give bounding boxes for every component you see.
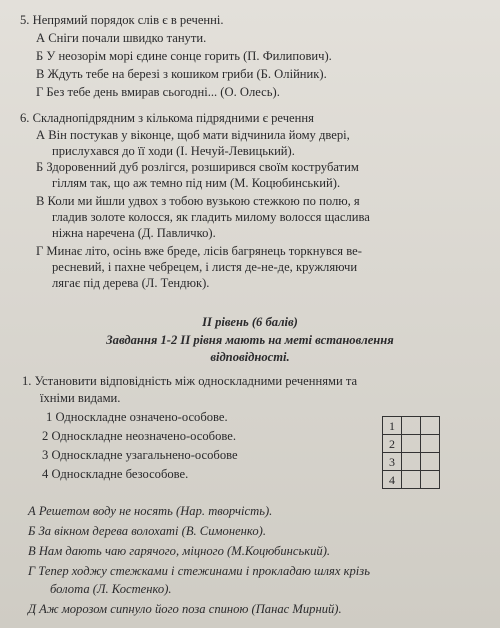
row-number: 4 (383, 471, 402, 489)
answer-grid-row (383, 453, 440, 471)
option-b: Б За вікном дерева волохаті (В. Симоненко). (28, 524, 266, 538)
option-g-line1: Г Тепер ходжу стежками і стежинами і прокладаю шлях крізь (28, 564, 370, 578)
option-g-line2: болота (Л. Костенко). (50, 582, 172, 596)
answer-cell[interactable] (402, 435, 421, 453)
answer-cell[interactable] (402, 471, 421, 489)
question-6-option-v-line1: В Коли ми йшли удвох з тобою вузькою стежкою по полю, я (36, 194, 360, 208)
question-1-intro-line1: 1. Установити відповідність між односкладними реченнями та (22, 374, 358, 388)
option-d: Д Аж морозом сипнуло його поза спиною (Панас Мирний). (28, 602, 342, 616)
sentence-type-1: 1 Односкладне означено-особове. (46, 410, 228, 424)
question-6-option-g-line1: Г Минає літо, осінь вже бреде, лісів багрянець торкнувся ве- (36, 244, 362, 258)
question-5-option-b: Б У неозорім морі єдине сонце горить (П. Филипович). (36, 49, 332, 63)
question-6-title: 6. Складнопідрядним з кількома підрядними є речення (20, 111, 314, 125)
answer-cell[interactable] (402, 417, 421, 435)
sentence-type-2: 2 Односкладне неозначено-особове. (42, 429, 236, 443)
sentence-type-3: 3 Односкладне узагальнено-особове (42, 448, 238, 462)
answer-cell[interactable] (421, 471, 440, 489)
question-1-intro-line2: їхніми видами. (40, 391, 121, 405)
row-number: 1 (383, 417, 402, 435)
question-6-option-b-line1: Б Здоровенний дуб розлігся, розширився своїм кострубатим (36, 160, 359, 174)
answer-cell[interactable] (421, 417, 440, 435)
question-6-option-a-line1: А Він постукав у віконце, щоб мати відчинила йому двері, (36, 128, 350, 142)
level-2-task-line1: Завдання 1-2 ІІ рівня мають на меті встановлення (106, 333, 394, 347)
level-2-task-line2: відповідності. (210, 350, 290, 364)
question-6-option-b-line2: гіллям так, що аж темно під ним (М. Коцюбинський). (52, 176, 341, 190)
question-5-title: 5. Непрямий порядок слів є в реченні. (20, 13, 224, 27)
answer-grid-row (383, 471, 440, 489)
row-number: 3 (383, 453, 402, 471)
option-a: А Решетом воду не носять (Нар. творчість). (28, 504, 273, 518)
question-6-option-v-line2: гладив золоте колосся, як гладить милому волосся щаслива (52, 210, 370, 224)
answer-grid (382, 416, 440, 489)
sentence-type-4: 4 Односкладне безособове. (42, 467, 189, 481)
answer-cell[interactable] (421, 435, 440, 453)
option-v: В Нам дають чаю гарячого, міцного (М.Коцюбинський). (28, 544, 331, 558)
question-6-option-a-line2: прислухався до її ходи (І. Нечуй-Левицький). (52, 144, 295, 158)
question-6-option-g-line2: ресневий, і пахне чебрецем, і листя де-не-де, кружляючи (52, 260, 358, 274)
question-5-option-a: А Сніги почали швидко танути. (36, 31, 207, 45)
question-5-option-v: В Ждуть тебе на березі з кошиком гриби (Б. Олійник). (36, 67, 327, 81)
answer-cell[interactable] (421, 453, 440, 471)
answer-cell[interactable] (402, 453, 421, 471)
row-number: 2 (383, 435, 402, 453)
question-6-option-g-line3: лягає під дерева (Л. Тендюк). (52, 276, 210, 290)
level-2-heading: ІІ рівень (6 балів) (202, 315, 298, 329)
question-6-option-v-line3: ніжна наречена (Д. Павличко). (52, 226, 216, 240)
answer-grid-row (383, 417, 440, 435)
question-5-option-g: Г Без тебе день вмирав сьогодні... (О. Олесь). (36, 85, 280, 99)
answer-grid-row (383, 435, 440, 453)
